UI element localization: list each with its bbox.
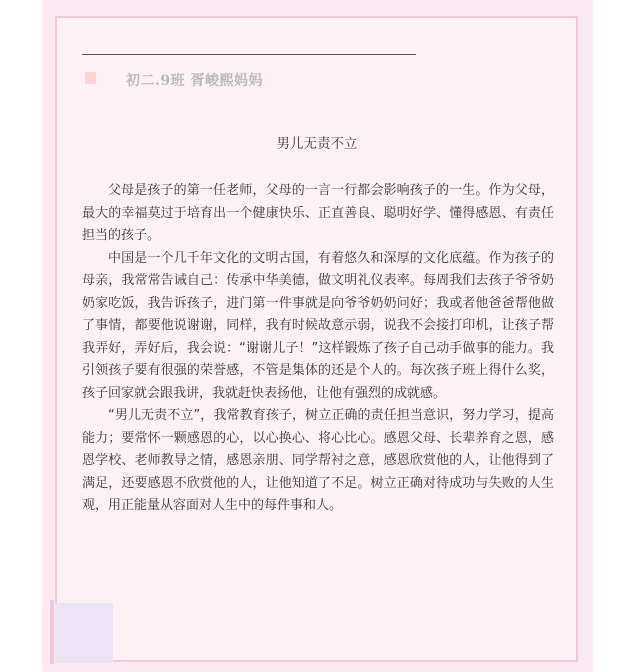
header-accent-square (85, 72, 96, 84)
corner-accent-block (55, 603, 113, 663)
article-body (82, 180, 554, 518)
author-byline: 初二.9班 胥峻熙妈妈 (126, 73, 263, 89)
corner-accent-line (50, 600, 54, 664)
header-divider (82, 54, 416, 55)
article-title: 男儿无责不立 (276, 136, 358, 152)
article-paragraph: 父母是孩子的第一任老师，父母的一言一行都会影响孩子的一生。作为父母，最大的幸福莫过于培育出一个健康快乐、正直善良、聪明好学、懂得感恩、有责任担当的孩子。 (82, 183, 554, 243)
article-paragraph: 中国是一个几千年文化的文明古国，有着悠久和深厚的文化底蕴。作为孩子的母亲，我常常告诫自己：传承中华美德，做文明礼仪表率。每周我们去孩子爷爷奶奶家吃饭，我告诉孩子，进门第一件事就是向爷爷奶奶问好；我或者他爸爸帮他做了事情，都要他说谢谢，同样，我有时候故意示弱，说我不会接打印机，让孩子帮我弄好，弄好后，我会说：“谢谢儿子！”这样锻炼了孩子自己动手做事的能力。我引领孩子要有很强的荣誉感，不管是集体的还是个人的。每次孩子班上得什么奖，孩子回家就会跟我讲，我就赶快表扬他，让他有强烈的成就感。 (82, 250, 554, 401)
article-paragraph: “男儿无责不立”，我常教育孩子，树立正确的责任担当意识，努力学习，提高能力；要常怀一颗感恩的心，以心换心、将心比心。感恩父母、长辈养育之恩，感恩学校、老师教导之情，感恩亲朋、同学帮衬之意，感恩欣赏他的人，让他得到了满足，还要感恩不欣赏他的人，让他知道了不足。树立正确对待成功与失败的人生观，用正能量从容面对人生中的每件事和人。 (82, 408, 554, 513)
